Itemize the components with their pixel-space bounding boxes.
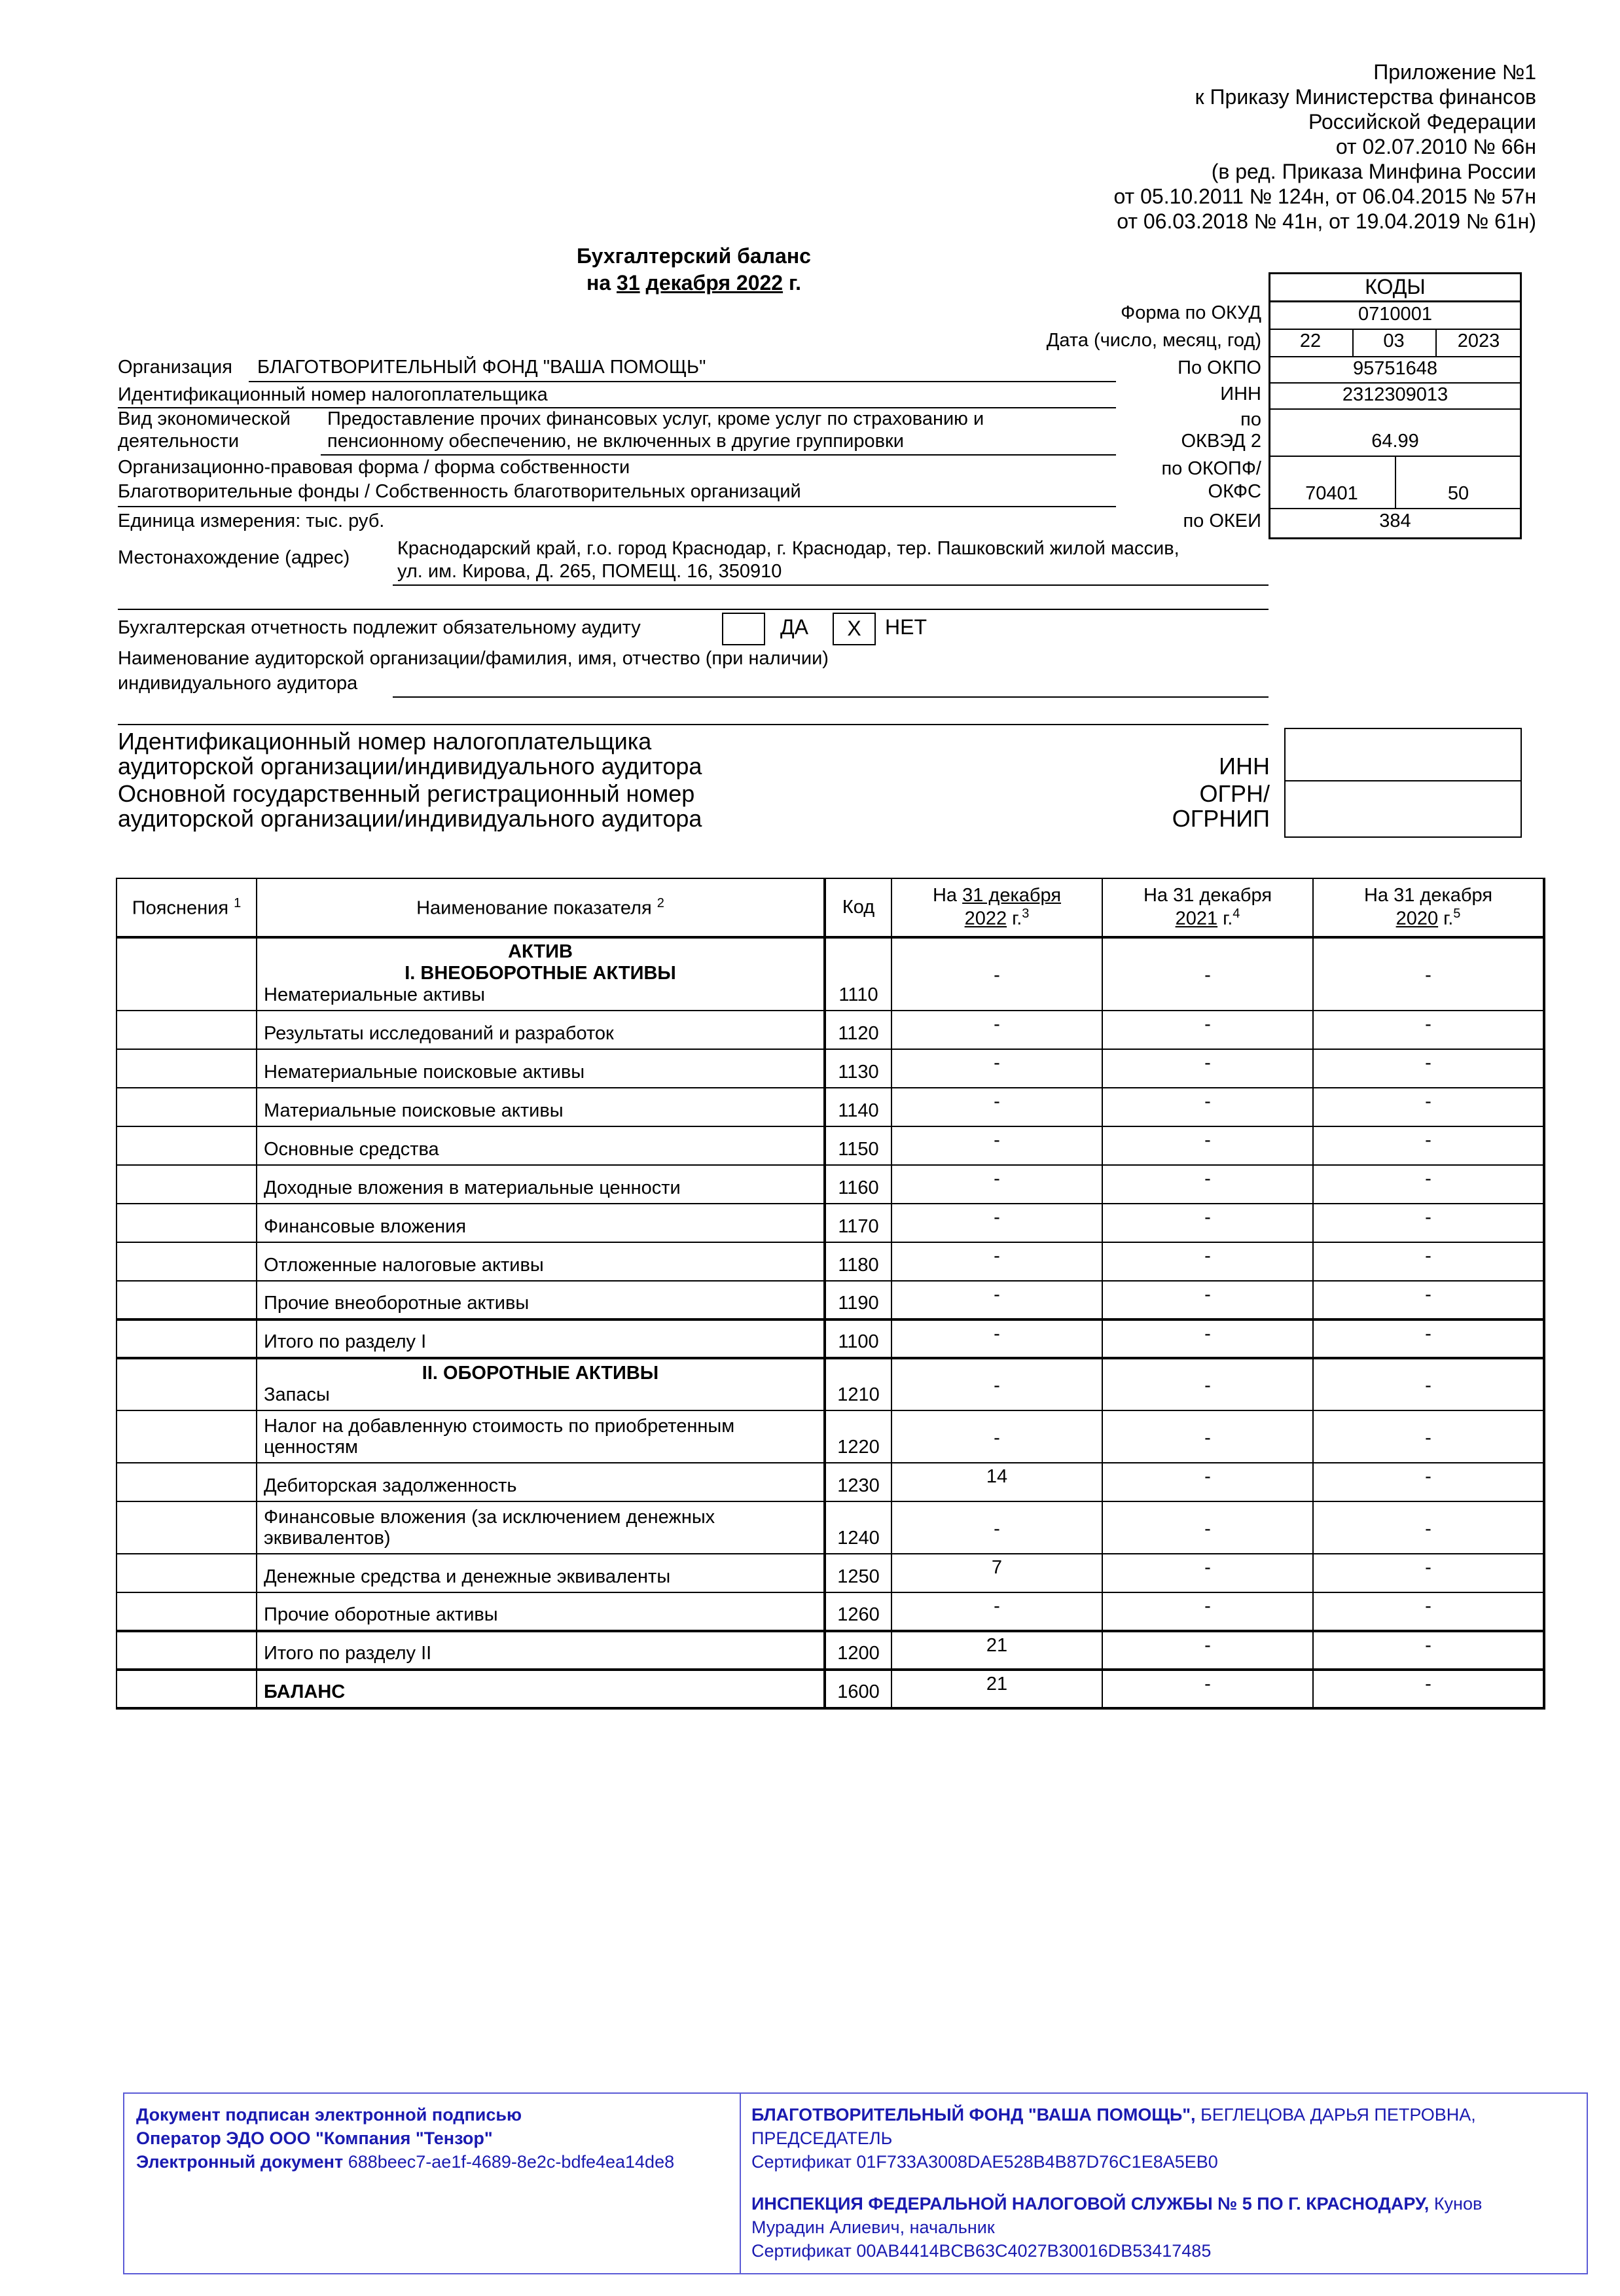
row-value-3: - <box>1313 1319 1544 1358</box>
row-value-1: 21 <box>891 1670 1102 1708</box>
appendix-line: к Приказу Министерства финансов <box>1195 85 1536 109</box>
table-row <box>117 1165 1544 1204</box>
row-code: 1190 <box>825 1281 891 1319</box>
audit-yes-checkbox[interactable] <box>722 613 765 645</box>
auditor-inn-box[interactable] <box>1284 728 1522 781</box>
row-name: Нематериальные активы <box>264 984 485 1005</box>
date-codes-label: Дата (число, месяц, год) <box>1046 330 1261 351</box>
okfs-value: 50 <box>1447 483 1469 504</box>
row-value-1: - <box>891 1088 1102 1126</box>
appendix-line: от 02.07.2010 № 66н <box>1335 135 1536 158</box>
sig-org1-name: БЛАГОТВОРИТЕЛЬНЫЙ ФОНД "ВАША ПОМОЩЬ", <box>751 2105 1196 2125</box>
row-value-3: - <box>1313 1126 1544 1165</box>
audit-question: Бухгалтерская отчетность подлежит обязательному аудиту <box>118 617 641 638</box>
inn-code-label: ИНН <box>1220 384 1261 404</box>
table-row <box>117 1358 1544 1410</box>
sig-doc-label: Электронный документ <box>136 2152 344 2172</box>
row-value-2: - <box>1102 1242 1313 1281</box>
row-value-3: - <box>1313 1501 1544 1554</box>
table-row <box>117 1592 1544 1631</box>
activity-label-2: деятельности <box>118 431 240 452</box>
auditor-ogrn-label-2: аудиторской организации/индивидуального аудитора <box>118 805 702 832</box>
header-period-2: На 31 декабря 2021 г.$^4$ <box>1102 878 1313 937</box>
row-code: 1210 <box>825 1358 891 1410</box>
date-prefix: на <box>586 271 611 295</box>
row-code: 1260 <box>825 1592 891 1631</box>
header-name: Наименование показателя $^2$ <box>257 878 825 937</box>
row-value-3: - <box>1313 1242 1544 1281</box>
row-value-1: 7 <box>891 1554 1102 1592</box>
row-value-3: - <box>1313 1463 1544 1501</box>
row-value-3: - <box>1313 1631 1544 1670</box>
row-value-2: - <box>1102 1670 1313 1708</box>
header-period-1: На 31 декабря 2022 г.$^3$ <box>891 878 1102 937</box>
appendix-line: от 06.03.2018 № 41н, от 19.04.2019 № 61н) <box>1117 209 1536 233</box>
row-value-3: - <box>1313 1088 1544 1126</box>
row-code: 1170 <box>825 1204 891 1242</box>
row-value-2: - <box>1102 1088 1313 1126</box>
row-value-1: - <box>891 937 1102 1011</box>
row-value-3: - <box>1313 937 1544 1011</box>
sig-doc-id: 688beec7-ae1f-4689-8e2c-bdfe4ea14de8 <box>348 2152 675 2172</box>
row-code: 1220 <box>825 1410 891 1463</box>
row-code: 1130 <box>825 1049 891 1088</box>
row-name: Запасы <box>264 1384 330 1405</box>
okud-label: Форма по ОКУД <box>1121 302 1261 323</box>
okved-label-2: ОКВЭД 2 <box>1181 431 1261 452</box>
audit-no-checkbox[interactable] <box>833 613 876 645</box>
table-row <box>117 937 1544 1011</box>
okved-label-1: по <box>1240 409 1261 430</box>
table-row <box>117 1126 1544 1165</box>
row-value-3: - <box>1313 1554 1544 1592</box>
row-name: Финансовые вложения (за исключением денежных <box>264 1507 715 1528</box>
taxpayer-id-label: Идентификационный номер налогоплательщика <box>118 384 548 405</box>
address-line-1: Краснодарский край, г.о. город Краснодар, г. Краснодар, тер. Пашковский жилой массив, <box>397 538 1179 559</box>
legal-form-label: Организационно-правовая форма / форма собственности <box>118 457 630 478</box>
row-value-2: - <box>1102 1319 1313 1358</box>
table-row <box>117 1501 1544 1554</box>
okei-label: по ОКЕИ <box>1183 511 1261 531</box>
row-code: 1160 <box>825 1165 891 1204</box>
okpo-label: По ОКПО <box>1178 357 1261 378</box>
activity-label-1: Вид экономической <box>118 408 291 429</box>
row-name: Прочие оборотные активы <box>257 1592 825 1631</box>
row-value-1: - <box>891 1410 1102 1463</box>
row-value-2: - <box>1102 1554 1313 1592</box>
audit-no-mark: X <box>847 617 861 640</box>
row-value-3: - <box>1313 1204 1544 1242</box>
table-row <box>117 1463 1544 1501</box>
auditor-ogrn-code-2: ОГРНИП <box>1172 805 1270 832</box>
table-row <box>117 1049 1544 1088</box>
row-code: 1250 <box>825 1554 891 1592</box>
row-value-1: - <box>891 1165 1102 1204</box>
sig-org2-signer-title: Мурадин Алиевич, начальник <box>751 2217 995 2237</box>
sig-org2-name: ИНСПЕКЦИЯ ФЕДЕРАЛЬНОЙ НАЛОГОВОЙ СЛУЖБЫ № 5 ПО Г. КРАСНОДАРУ, <box>751 2194 1430 2214</box>
row-code: 1110 <box>825 937 891 1011</box>
okved-value: 64.99 <box>1371 431 1419 452</box>
auditor-inn-label-1: Идентификационный номер налогоплательщика <box>118 728 652 755</box>
row-code: 1240 <box>825 1501 891 1554</box>
activity-value-1: Предоставление прочих финансовых услуг, кроме услуг по страхованию и <box>327 408 984 429</box>
auditor-ogrn-box[interactable] <box>1284 780 1522 838</box>
row-name: Прочие внеоборотные активы <box>257 1281 825 1319</box>
auditor-ogrn-label-1: Основной государственный регистрационный номер <box>118 780 695 807</box>
address-label: Местонахождение (адрес) <box>118 547 350 568</box>
row-value-3: - <box>1313 1592 1544 1631</box>
row-value-2: - <box>1102 1049 1313 1088</box>
table-row <box>117 1011 1544 1049</box>
row-value-2: - <box>1102 1631 1313 1670</box>
row-value-1: - <box>891 1204 1102 1242</box>
table-row-balance <box>117 1670 1544 1708</box>
row-name: Дебиторская задолженность <box>257 1463 825 1501</box>
row-name: Основные средства <box>257 1126 825 1165</box>
header-code: Код <box>825 878 891 937</box>
sig-left-line-3 <box>136 2150 674 2174</box>
okopf-label-2: ОКФС <box>1208 481 1261 502</box>
row-value-3: - <box>1313 1049 1544 1088</box>
row-value-3: - <box>1313 1011 1544 1049</box>
row-value-2: - <box>1102 1592 1313 1631</box>
table-row <box>117 1204 1544 1242</box>
row-name: Итого по разделу II <box>257 1631 825 1670</box>
codes-header: КОДЫ <box>1365 275 1426 298</box>
row-value-2: - <box>1102 937 1313 1011</box>
okopf-value: 70401 <box>1305 483 1358 504</box>
row-code: 1180 <box>825 1242 891 1281</box>
row-name: Денежные средства и денежные эквиваленты <box>257 1554 825 1592</box>
auditor-ogrn-code-1: ОГРН/ <box>1199 780 1270 807</box>
row-value-1: 14 <box>891 1463 1102 1501</box>
row-name: Налог на добавленную стоимость по приобретенным <box>264 1416 735 1437</box>
unit-label: Единица измерения: тыс. руб. <box>118 511 385 531</box>
sig-org1-line-1 <box>751 2103 1476 2126</box>
row-value-2: - <box>1102 1501 1313 1554</box>
okud-value: 0710001 <box>1358 304 1432 325</box>
row-code: 1600 <box>825 1670 891 1708</box>
row-value-3: - <box>1313 1410 1544 1463</box>
org-label: Организация <box>118 357 232 378</box>
row-name: Результаты исследований и разработок <box>257 1011 825 1049</box>
appendix-line: Российской Федерации <box>1308 110 1536 134</box>
document-title: Бухгалтерский баланс <box>577 244 811 268</box>
date-codes-day: 22 <box>1299 331 1322 351</box>
row-value-1: 21 <box>891 1631 1102 1670</box>
org-value: БЛАГОТВОРИТЕЛЬНЫЙ ФОНД "ВАША ПОМОЩЬ" <box>257 357 706 378</box>
row-value-2: - <box>1102 1358 1313 1410</box>
row-code: 1200 <box>825 1631 891 1670</box>
row-code: 1120 <box>825 1011 891 1049</box>
row-name: Материальные поисковые активы <box>257 1088 825 1126</box>
row-name: Нематериальные поисковые активы <box>257 1049 825 1088</box>
sig-org1-signer-title: ПРЕДСЕДАТЕЛЬ <box>751 2128 893 2148</box>
sig-left-line-1: Документ подписан электронной подписью <box>136 2105 522 2125</box>
row-value-1: - <box>891 1501 1102 1554</box>
table-row <box>117 1242 1544 1281</box>
okopf-label-1: по ОКОПФ/ <box>1161 458 1261 479</box>
row-value-1: - <box>891 1358 1102 1410</box>
row-code: 1100 <box>825 1319 891 1358</box>
date-suffix: г. <box>788 271 801 295</box>
date-day: 31 <box>617 271 640 295</box>
row-value-2: - <box>1102 1410 1313 1463</box>
sig-org1-signer: БЕГЛЕЦОВА ДАРЬЯ ПЕТРОВНА, <box>1200 2105 1476 2125</box>
okei-value: 384 <box>1379 511 1411 531</box>
date-codes-year: 2023 <box>1457 331 1500 351</box>
legal-form-value: Благотворительные фонды / Собственность благотворительных организаций <box>118 481 801 502</box>
sig-org1-cert: Сертификат 01F733A3008DAE528B4B87D76C1E8A5EB0 <box>751 2152 1218 2172</box>
asset-title: АКТИВ <box>508 941 573 962</box>
header-period-3: На 31 декабря 2020 г.$^5$ <box>1313 878 1544 937</box>
sig-org2-line-1 <box>751 2192 1482 2215</box>
audit-yes-label: ДА <box>780 615 809 639</box>
row-code: 1230 <box>825 1463 891 1501</box>
appendix-line: от 05.10.2011 № 124н, от 06.04.2015 № 57н <box>1113 185 1536 208</box>
row-value-2: - <box>1102 1463 1313 1501</box>
row-value-2: - <box>1102 1011 1313 1049</box>
balance-table <box>116 878 1545 1710</box>
row-name: Итого по разделу I <box>257 1319 825 1358</box>
table-row <box>117 1281 1544 1319</box>
document-date <box>511 271 877 295</box>
auditor-name-label-1: Наименование аудиторской организации/фамилия, имя, отчество (при наличии) <box>118 648 829 669</box>
inn-code-value: 2312309013 <box>1342 384 1449 405</box>
section-2-title: II. ОБОРОТНЫЕ АКТИВЫ <box>422 1363 659 1384</box>
sig-org2-cert: Сертификат 00AB4414BCB63C4027B30016DB53417485 <box>751 2241 1212 2261</box>
address-line-2: ул. им. Кирова, Д. 265, ПОМЕЩ. 16, 350910 <box>397 561 782 582</box>
table-row <box>117 1088 1544 1126</box>
row-code: 1140 <box>825 1088 891 1126</box>
row-name: БАЛАНС <box>257 1670 825 1708</box>
row-value-2: - <box>1102 1281 1313 1319</box>
okpo-value: 95751648 <box>1352 358 1438 379</box>
date-month-year: декабря 2022 <box>645 271 783 295</box>
auditor-inn-label-2: аудиторской организации/индивидуального аудитора <box>118 753 702 780</box>
row-value-3: - <box>1313 1281 1544 1319</box>
row-name-cont: ценностям <box>264 1437 358 1458</box>
header-notes: Пояснения $^1$ <box>117 878 257 937</box>
auditor-name-label-2: индивидуального аудитора <box>118 673 358 694</box>
row-value-3: - <box>1313 1165 1544 1204</box>
row-value-1: - <box>891 1319 1102 1358</box>
row-value-2: - <box>1102 1126 1313 1165</box>
row-value-3: - <box>1313 1670 1544 1708</box>
row-name: Отложенные налоговые активы <box>257 1242 825 1281</box>
sig-org2-signer: Кунов <box>1433 2194 1483 2214</box>
table-row-total <box>117 1319 1544 1358</box>
row-value-1: - <box>891 1281 1102 1319</box>
row-value-1: - <box>891 1126 1102 1165</box>
row-value-1: - <box>891 1049 1102 1088</box>
row-name: Доходные вложения в материальные ценности <box>257 1165 825 1204</box>
date-codes-month: 03 <box>1383 331 1405 351</box>
row-value-2: - <box>1102 1165 1313 1204</box>
sig-left-line-2: Оператор ЭДО ООО "Компания "Тензор" <box>136 2128 493 2148</box>
row-value-1: - <box>891 1592 1102 1631</box>
auditor-inn-code: ИНН <box>1219 753 1270 780</box>
appendix-line: Приложение №1 <box>1373 60 1536 84</box>
row-code: 1150 <box>825 1126 891 1165</box>
audit-no-label: НЕТ <box>885 615 927 639</box>
table-row <box>117 1410 1544 1463</box>
table-row <box>117 1554 1544 1592</box>
row-value-2: - <box>1102 1204 1313 1242</box>
table-header-row <box>117 878 1544 937</box>
section-1-title: I. ВНЕОБОРОТНЫЕ АКТИВЫ <box>405 963 676 984</box>
activity-value-2: пенсионному обеспечению, не включенных в другие группировки <box>327 431 904 452</box>
appendix-line: (в ред. Приказа Минфина России <box>1211 160 1536 183</box>
row-value-3: - <box>1313 1358 1544 1410</box>
row-name: Финансовые вложения <box>257 1204 825 1242</box>
row-value-1: - <box>891 1011 1102 1049</box>
row-value-1: - <box>891 1242 1102 1281</box>
table-row-total <box>117 1631 1544 1670</box>
row-name-cont: эквивалентов) <box>264 1528 391 1549</box>
